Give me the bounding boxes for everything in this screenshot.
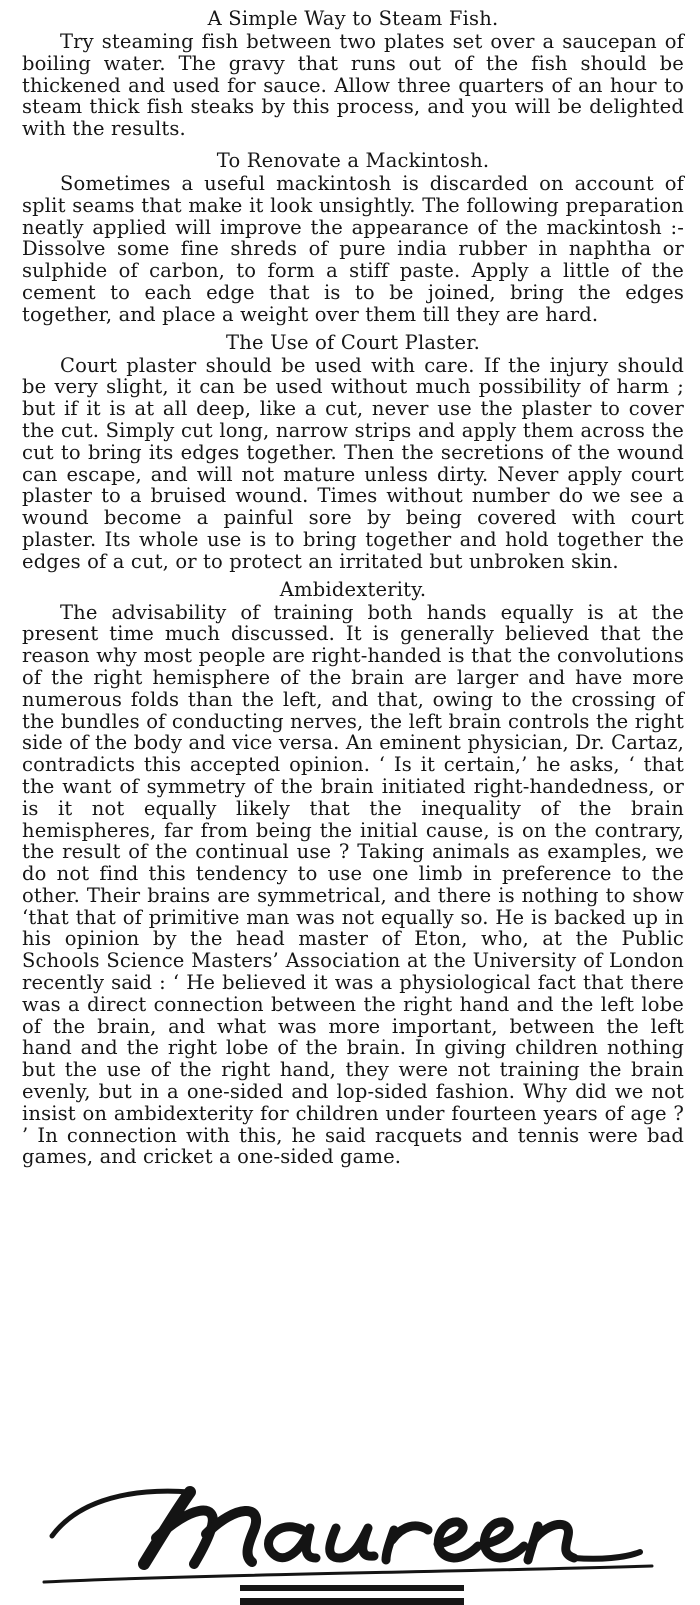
section-body: Try steaming fish between two plates set over a saucepan of boiling water. The gravy that runs out of the fish should be thickened and used for sauce. Allow three quarters of an hour to steam thick fish steaks by this process, and you will be delighted with the results.: [22, 30, 684, 141]
section-ambidexterity: [22, 577, 684, 1169]
section-body: Court plaster should be used with care. If the injury should be very slight, it can be used without much possibility of harm ; but if it is at all deep, like a cut, never use the plaster to cover the cut. Simply cut long, narrow strips and apply them across the cut to bring its edges together. Then the secretions of the wound can escape, and will not mature unless dirty. Never apply court plaster to a bruised wound. Times without number do we see a wound become a painful sore by being covered with court plaster. Its whole use is to bring together and hold together the edges of a cut, or to protect an irritated but unbroken skin.: [22, 353, 684, 573]
section-heading: To Renovate a Mackintosh.: [216, 148, 490, 172]
section-body: The advisability of training both hands equally is at the present time much discussed. It is generally believed that the reason why most people are right-handed is that the convolutions of the right hemisphere of the brain are larger and have more numerous folds than the left, and that, owing to the crossing of the bundles of conducting nerves, the left brain controls the right side of the body and vice versa. An eminent physician, Dr. Cartaz, contradicts this accepted opinion. ‘ Is it certain,’ he asks, ‘ that the want of symmetry of the brain initiated right-handedness, or is it not equally likely that the inequality of the brain hemispheres, far from being the initial cause, is on the contrary, the result of the continual use ? Taking animals as examples, we do not find this tendency to use one limb in preference to the other. Their brains are symmetrical, and there is nothing to show ‘that that of primitive man was not equally so. He is backed up in his opinion by the head master of Eton, who, at the Public Schools Science Masters’ Association at the University of London recently said : ‘ He believed it was a physiological fact that there was a direct connection between the right hand and the left lobe of the brain, and what was more important, between the left hand and the right lobe of the brain. In giving children nothing but the use of the right hand, they were not training the brain evenly, but in a one-sided and lop-sided fashion. Why did we not insist on ambidexterity for children under fourteen years of age ? ’ In connection with this, he said racquets and tennis were bad games, and cricket a one-sided game.: [22, 600, 684, 1169]
section-heading: Ambidexterity.: [279, 577, 427, 601]
section-heading: A Simple Way to Steam Fish.: [207, 7, 499, 30]
divider-rule: [240, 1585, 464, 1591]
section-heading: The Use of Court Plaster.: [226, 330, 480, 354]
section-mackintosh: [22, 148, 684, 326]
divider-rule: [240, 1598, 464, 1605]
section-body: Sometimes a useful mackintosh is discarded on account of split seams that make it look unsightly. The following preparation neatly applied will improve the appearance of the mackintosh :- Dissolve some fine shreds of pure india rubber in naphtha or sulphide of carbon, to form a stiff paste. Apply a little of the cement to each edge that is to be joined, bring the edges together, and place a weight over them till they are hard.: [22, 171, 684, 326]
section-court-plaster: [22, 330, 684, 573]
maureen-signature: [40, 1478, 660, 1588]
section-steam-fish: [22, 6, 684, 140]
